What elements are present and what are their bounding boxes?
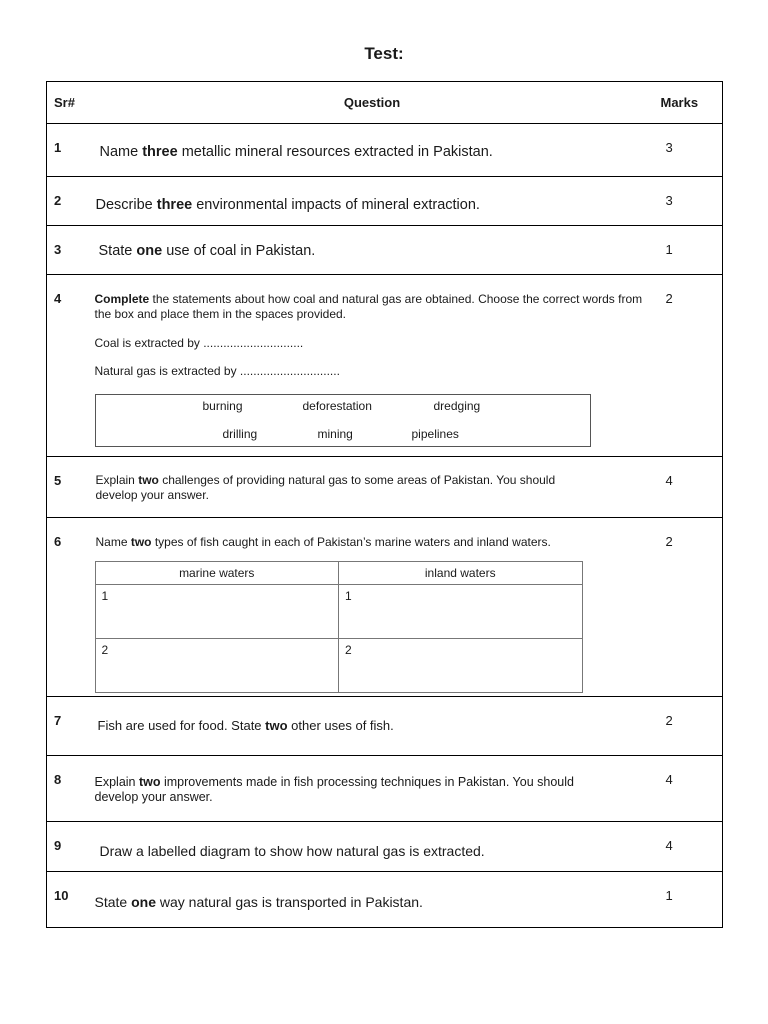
word-box xyxy=(95,394,591,447)
table-header-row xyxy=(47,82,723,124)
question-text: Name two types of fish caught in each of Pakistan’s marine waters and inland waters. xyxy=(95,535,551,549)
question-marks: 4 xyxy=(658,756,723,822)
question-row-7 xyxy=(47,697,723,756)
word-option: drilling xyxy=(222,427,258,441)
question-number: 10 xyxy=(47,872,87,928)
fill-in-line-gas: Natural gas is extracted by .............................. xyxy=(94,364,340,378)
question-row-8 xyxy=(47,756,723,822)
column-header-inland: inland waters xyxy=(339,562,583,585)
question-number: 9 xyxy=(47,822,87,872)
question-marks: 2 xyxy=(658,697,723,756)
page-title: Test: xyxy=(364,44,404,63)
question-text: State one use of coal in Pakistan. xyxy=(98,243,316,259)
question-number: 5 xyxy=(47,457,87,518)
word-option: dredging xyxy=(433,399,481,413)
question-text: Draw a labelled diagram to show how natural gas is extracted. xyxy=(99,843,485,859)
question-text: Fish are used for food. State two other uses of fish. xyxy=(97,718,394,733)
question-marks: 4 xyxy=(658,822,723,872)
word-option: burning xyxy=(202,399,243,413)
question-row-4 xyxy=(47,275,723,457)
question-text: Complete the statements about how coal and natural gas are obtained. Choose the correct words from the box and place them in the spaces provided. xyxy=(94,292,643,321)
question-marks: 2 xyxy=(658,518,723,697)
question-row-6 xyxy=(47,518,723,697)
question-number: 2 xyxy=(47,177,87,226)
question-row-1 xyxy=(47,124,723,177)
question-number: 4 xyxy=(47,275,87,457)
header-question: Question xyxy=(87,82,658,124)
question-row-9 xyxy=(47,822,723,872)
question-text: State one way natural gas is transported in Pakistan. xyxy=(94,894,423,910)
question-row-3 xyxy=(47,226,723,275)
question-text: Describe three environmental impacts of mineral extraction. xyxy=(95,197,480,213)
question-number: 8 xyxy=(47,756,87,822)
header-sr: Sr# xyxy=(47,82,87,124)
question-marks: 2 xyxy=(658,275,723,457)
question-number: 7 xyxy=(47,697,87,756)
question-marks: 3 xyxy=(658,124,723,177)
question-number: 3 xyxy=(47,226,87,275)
header-marks: Marks xyxy=(658,82,723,124)
question-marks: 3 xyxy=(658,177,723,226)
question-text: Name three metallic mineral resources extracted in Pakistan. xyxy=(99,144,493,160)
answer-cell: 1 xyxy=(339,585,583,639)
word-option: deforestation xyxy=(302,399,372,413)
word-option: mining xyxy=(317,427,353,441)
question-marks: 4 xyxy=(658,457,723,518)
questions-table xyxy=(46,81,723,928)
answer-cell: 2 xyxy=(339,639,583,693)
answer-cell: 2 xyxy=(95,639,339,693)
question-text: Explain two challenges of providing natural gas to some areas of Pakistan. You should develop your answer. xyxy=(95,473,556,502)
fill-in-line-coal: Coal is extracted by .............................. xyxy=(94,336,304,350)
question-row-10 xyxy=(47,872,723,928)
answer-cell: 1 xyxy=(95,585,339,639)
question-number: 1 xyxy=(47,124,87,177)
word-option: pipelines xyxy=(411,427,459,441)
question-row-5 xyxy=(47,457,723,518)
question-marks: 1 xyxy=(658,872,723,928)
fish-answer-table xyxy=(95,561,583,693)
question-text: Explain two improvements made in fish processing techniques in Pakistan. You should develop your answer. xyxy=(94,775,574,804)
question-row-2 xyxy=(47,177,723,226)
question-number: 6 xyxy=(47,518,87,697)
column-header-marine: marine waters xyxy=(95,562,339,585)
question-marks: 1 xyxy=(658,226,723,275)
